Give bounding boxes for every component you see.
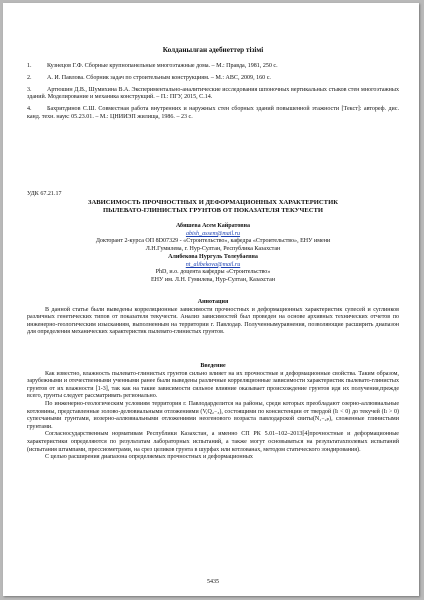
document-page bbox=[3, 3, 419, 596]
article-title-line: ЗАВИСИМОСТЬ ПРОЧНОСТНЫХ И ДЕФОРМАЦИОННЫХ ХАРАКТЕРИСТИК bbox=[88, 199, 338, 206]
author-name: Абишева Асем Кайратовна bbox=[175, 223, 251, 229]
intro-title: Введение bbox=[200, 363, 226, 369]
author-affiliation: PhD, и.о. доцента кафедры «Строительство» bbox=[155, 269, 271, 276]
author-email-link[interactable]: nt_alibekova@mail.ru bbox=[185, 261, 241, 268]
article-title bbox=[27, 199, 399, 215]
article-title-line: ПЫЛЕВАТО-ГЛИНИСТЫХ ГРУНТОВ ОТ ПОКАЗАТЕЛЯ ТЕКУЧЕСТИ bbox=[102, 207, 324, 215]
author-affiliation: Л.Н.Гумилева, г. Нур-Султан, Республика Казахстан bbox=[145, 245, 281, 252]
page-number: 5435 bbox=[206, 579, 220, 585]
references-list bbox=[27, 63, 399, 126]
reference-item: 4. Бахритдинов С.Ш. Совместная работа внутренних и наружных стен сборных зданий повышенной этажности [Текст]: автореф. дис. канд. техн. наук: 05.23.01. – М.: ЦНИИЭП жилища, 1986. – 23 с. bbox=[27, 106, 399, 120]
author-block-1 bbox=[27, 223, 399, 253]
author-email-link[interactable]: abish_assem@mail.ru bbox=[185, 230, 241, 237]
intro-section bbox=[27, 363, 399, 462]
abstract-title: Аннотация bbox=[197, 299, 229, 305]
reference-item: 2. А. И. Павлова. Сборник задач по строительным конструкциям. – М.: АВС, 2009, 160 с. bbox=[27, 74, 271, 81]
reference-item: 3. Артюшин Д.В., Шумихина В.А. Экспериментально-аналитические исследования шпоночных вертикальных стыков стен многоэтажных зданий. Моделирование и механика конструкций. – П.: ПГУ, 2015, С.14. bbox=[27, 86, 399, 101]
reference-item: 1. Кузнецов Г.Ф. Сборные крупнопанельные многоэтажные дома. – М.: Правда, 1981, 250 с. bbox=[27, 63, 278, 69]
references-title: Колданылған әдебиеттер тізімі bbox=[162, 46, 264, 54]
author-affiliation: Докторант 2-курса ОП 8D07329 - «Строительство», кафедра «Строительство», ЕНУ имени bbox=[95, 238, 331, 245]
abstract-section bbox=[27, 299, 399, 337]
intro-paragraph: С целью расширения диапазона определяемых прочностных и деформационных bbox=[45, 454, 253, 461]
author-name: Алибекова Нургуль Толеубаевна bbox=[168, 254, 258, 260]
abstract-text: В данной статье были выведены корреляционные зависимости прочностных и деформационных характеристик супесей и суглинков различных генетических типов от показателя текучести. Анализ зависимостей был проведен на основе архивных технических отчетов по инженерно-геологическим изысканиям, выполненным на территории г. Павлодар. Полученнымуравнения, позволяющие расширить диапазон для определения механических характеристик пылевато-глинистых грунтов. bbox=[27, 306, 399, 336]
intro-paragraph: Как известно, влажность пылевато-глинистых грунтов сильно влияет на их прочностные и деформационные свойства. Таким образом, зарубежными и отечественными ученными ранее были выведены различные корреляционные зависимости характеристик пылевато-глинистых грунтов от их влажности [1-3], так как на такие зависимости сильное влияние оказывает происхождение грунтов идя их получения,прежде всего, грунты следует рассматривать регионально. bbox=[27, 370, 399, 400]
author-affiliation: ЕНУ им. Л.Н. Гумилева, Нур-Султан, Казахстан bbox=[150, 276, 276, 283]
udc-code: УДК 67.21.17 bbox=[27, 191, 62, 197]
author-block-2 bbox=[27, 254, 399, 284]
intro-paragraph: Согласносударственным нормативам Республики Казахстан, а именно СП РК 5.01–102–2013[4]прочностные и деформационные характеристики определяются по результатам лабораторных испытаний, а также могут основываться на результатахполевых испытаний (испытания штампами, прессиометрами, на срез целиков грунта в шурфах или котлованах, методом статического зондирования). bbox=[27, 431, 399, 453]
intro-paragraph: По инженерно-геологическим условиям территория г. Павлодарделится на районы, среди которых преобладают озерно-аллювиальные котловины, представленные золово-делювиальными отложениями (V,Q₂₋₃), состоящими по консистенции от твердой (Iₗ < 0) до текучей (Iₗ > 0) супесчаными грунтами, иозерно-аллювиальными отложениями неогенового возраста павлодарской свиты(N₁₋₂ₚ), сложенные глинистыми грунтами. bbox=[27, 400, 399, 430]
